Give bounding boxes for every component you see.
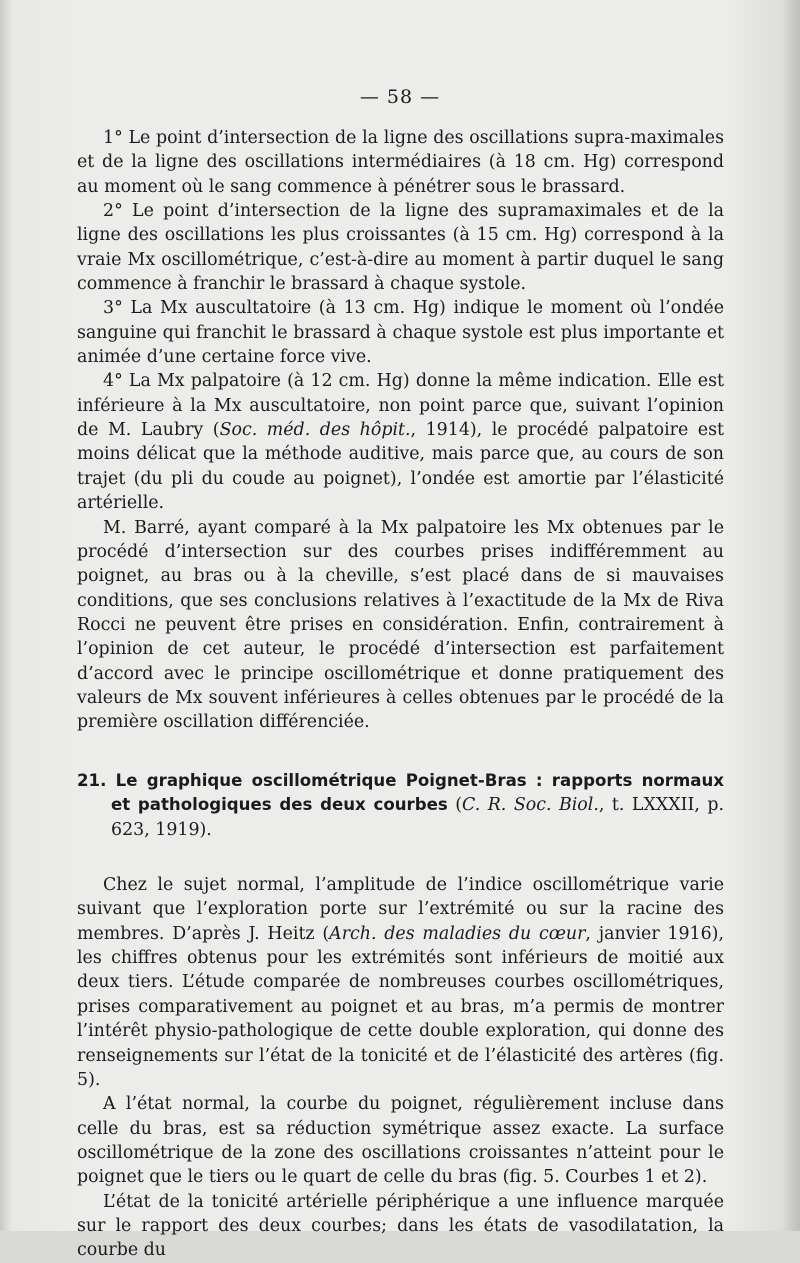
paragraph-point-2: 2° Le point d’intersection de la ligne des supramaximales et de la ligne des oscillations les plus croissantes (à 15 cm. Hg) correspond à la vraie Mx oscillométrique, c’est-à-dire au moment à partir duquel le sang commence à franchir le brassard à chaque systole.: [77, 201, 724, 295]
page-number: — 58 —: [359, 86, 441, 108]
paragraph-text: 4° La Mx palpatoire (à 12 cm. Hg) donne la même indication. Elle est inférieure à la Mx auscultatoire, non point parce que, suivant l’opinion de M. Laubry (: [77, 371, 724, 441]
paragraph-point-3: 3° La Mx auscultatoire (à 13 cm. Hg) indique le moment où l’ondée sanguine qui franchit le brassard à chaque systole est plus importante et animée d’une certaine force vive.: [77, 298, 724, 368]
section-ref-open: (: [447, 795, 463, 816]
paragraph-text: Chez le sujet normal, l’amplitude de l’indice oscillométrique varie suivant que l’exploration porte sur l’extrémité ou sur la racine des membres. D’après J. Heitz (: [77, 875, 724, 944]
section-title: Le graphique oscillométrique Poignet-Bras : rapports normaux et pathologiques des deux courbes: [111, 770, 724, 815]
citation-italic: Arch. des maladies du cœur: [329, 923, 586, 944]
section-heading: [77, 769, 724, 843]
paragraph-normal-subject: [77, 873, 724, 1092]
citation-italic: Soc. méd. des hôpit.: [219, 420, 411, 441]
paragraph-normal-state: A l’état normal, la courbe du poignet, régulièrement incluse dans celle du bras, est sa réduction symétrique assez exacte. La surface oscillométrique de la zone des oscillations croissantes n’atteint pour le poignet que le tiers ou le quart de celle du bras (fig. 5. Courbes 1 et 2).: [77, 1094, 724, 1188]
paragraph-point-4: [77, 369, 724, 515]
page-edge-shadow-right: [782, 0, 800, 1231]
section-body: [77, 873, 724, 1263]
paragraph-text: , janvier 1916), les chiffres obtenus pour les extrémités sont inférieurs de moitié aux deux tiers. L’étude comparée de nombreuses courbes oscillométriques, prises comparativement au poignet et au bras, m’a permis de montrer l’intérêt physio-pathologique de cette double exploration, qui donne des renseignements sur l’état de la tonicité et de l’élasticité des artères (fig. 5).: [77, 923, 724, 1090]
page-body: [77, 126, 724, 1263]
page-edge-shadow-left: [0, 0, 12, 1231]
section-ref-journal: C. R. Soc. Biol.: [462, 795, 599, 816]
paragraph-tonicity: L’état de la tonicité artérielle périphérique a une influence marquée sur le rapport des deux courbes; dans les états de vasodilatation, la courbe du: [77, 1191, 724, 1261]
paragraph-barre: M. Barré, ayant comparé à la Mx palpatoire les Mx obtenues par le procédé d’intersection sur des courbes prises indifféremment au poignet, au bras ou à la cheville, s’est placé dans de si mauvaises conditions, que ses conclusions relatives à l’exactitude de la Mx de Riva Rocci ne peuvent être prises en considération. Enfin, contrairement à l’opinion de cet auteur, le procédé d’intersection est parfaitement d’accord avec le principe oscillométrique et donne pratiquement des valeurs de Mx souvent inférieures à celles obtenues par le procédé de la première oscillation différenciée.: [77, 517, 724, 733]
paragraph-point-1: 1° Le point d’intersection de la ligne des oscillations supra-maximales et de la ligne des oscillations intermédiaires (à 18 cm. Hg) correspond au moment où le sang commence à pénétrer sous le brassard.: [77, 128, 724, 197]
paragraph-text: , 1914), le procédé palpatoire est moins délicat que la méthode auditive, mais parce que, au cours de son trajet (du pli du coude au poignet), l’ondée est amortie par l’élasticité artérielle.: [77, 420, 724, 514]
section-number: 21.: [77, 770, 107, 790]
section-ref-rest: , t. LXXXII, p. 623, 1919).: [111, 795, 724, 840]
